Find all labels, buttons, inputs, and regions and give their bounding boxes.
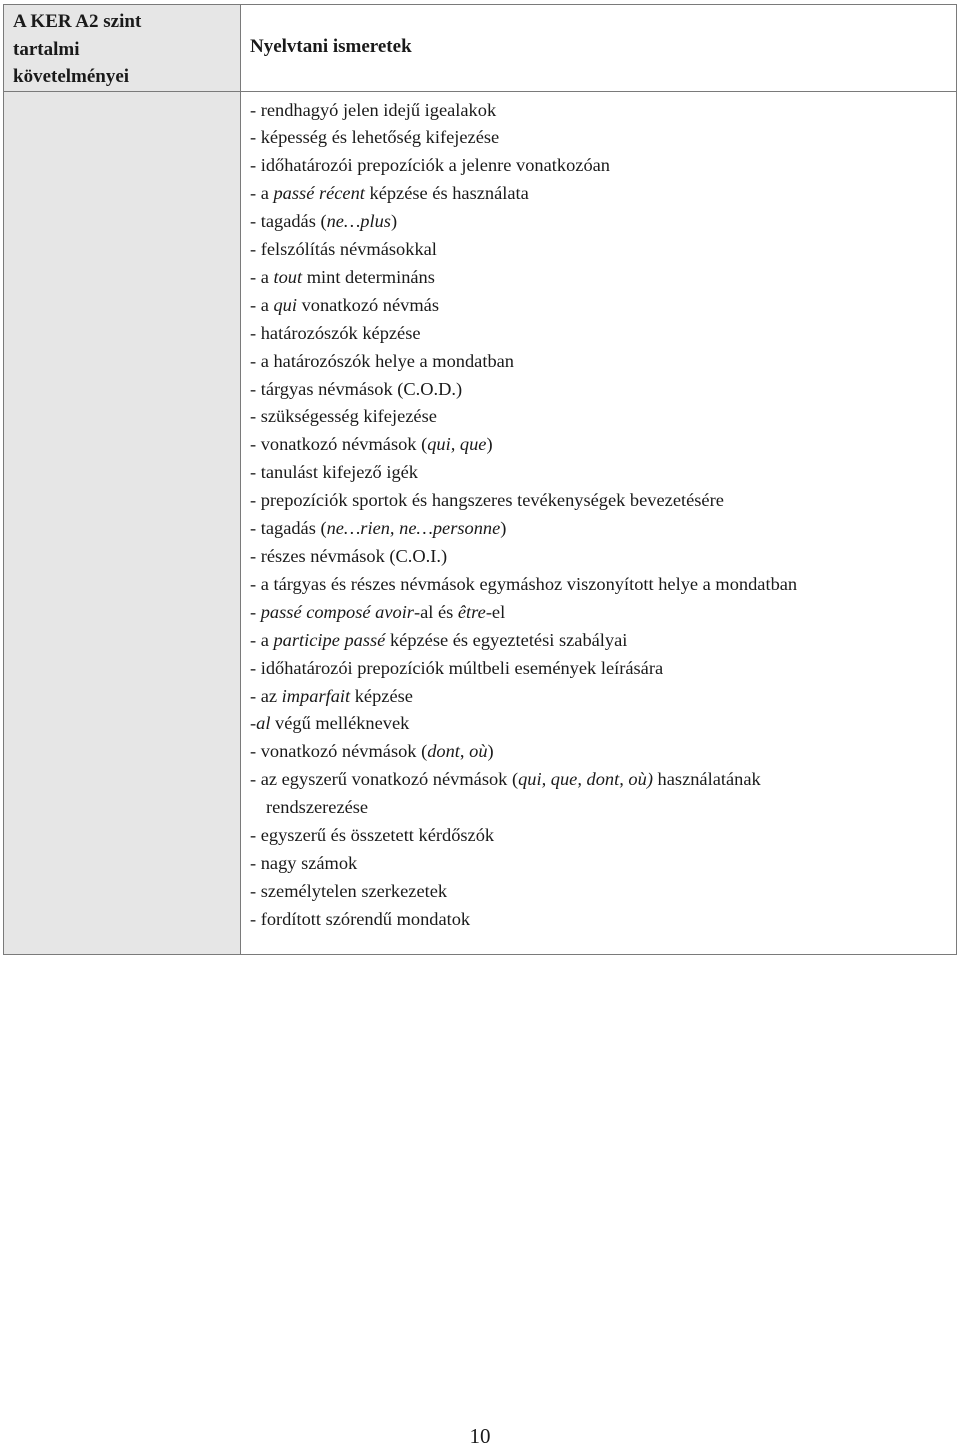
grammar-list-item	[250, 878, 956, 906]
item-text: )	[487, 741, 494, 762]
item-text: - felszólítás névmásokkal	[250, 239, 437, 260]
item-text: - az egyszerű vonatkozó névmások (	[250, 769, 519, 790]
grammar-list-item	[250, 515, 956, 543]
item-text: )	[486, 434, 493, 455]
grammar-list-item	[250, 180, 956, 208]
grammar-list-item	[250, 822, 956, 850]
left-header-cell	[4, 5, 241, 92]
item-text: - időhatározói prepozíciók múltbeli események leírására	[250, 657, 664, 678]
grammar-list-item	[250, 348, 956, 376]
grammar-list-item	[250, 850, 956, 878]
grammar-list-item	[250, 738, 956, 766]
item-text: - a	[250, 629, 274, 650]
right-header-cell	[241, 5, 957, 92]
item-text: - a tárgyas és részes névmások egymáshoz viszonyított helye a mondatban	[250, 573, 798, 594]
item-text: - egyszerű és összetett kérdőszók	[250, 825, 495, 846]
item-text: - határozószók képzése	[250, 322, 421, 343]
italic-term: être	[457, 601, 486, 622]
heading-line: A KER A2 szint	[13, 11, 142, 32]
item-text: - az	[250, 685, 282, 706]
item-text: képzése és egyeztetési szabályai	[385, 629, 628, 650]
item-text: - a	[250, 183, 274, 204]
item-text: - prepozíciók sportok és hangszeres tevékenységek bevezetésére	[250, 490, 724, 511]
grammar-list-item	[250, 766, 956, 794]
item-text: rendszerezése	[266, 797, 369, 818]
item-text: - képesség és lehetőség kifejezése	[250, 127, 500, 148]
italic-term: participe passé	[273, 629, 386, 650]
item-text: - a	[250, 294, 274, 315]
item-text: képzése és használata	[364, 183, 529, 204]
item-text: -	[250, 601, 261, 622]
item-text: )	[390, 211, 398, 232]
item-text: képzése	[350, 685, 413, 706]
item-text: - vonatkozó névmások (	[250, 741, 428, 762]
grammar-list-item	[250, 710, 956, 738]
grammar-list-item	[250, 599, 956, 627]
grammar-list-item	[250, 431, 956, 459]
item-text: - rendhagyó jelen idejű igealakok	[250, 99, 497, 120]
italic-term: qui, que, dont, où)	[518, 769, 653, 790]
item-text: ,	[459, 741, 470, 762]
item-text: - tagadás (	[250, 518, 327, 539]
item-text: -el	[485, 601, 506, 622]
italic-term: imparfait	[281, 685, 351, 706]
grammar-list-item	[250, 292, 956, 320]
page-number: 10	[469, 1424, 491, 1448]
italic-term: qui, que	[427, 434, 487, 455]
requirements-table	[3, 4, 957, 955]
grammar-list-item	[250, 794, 956, 822]
item-text: mint determináns	[302, 266, 435, 287]
item-text: - részes névmások (C.O.I.)	[250, 546, 448, 566]
italic-term: ne…rien, ne…personne	[326, 518, 501, 539]
item-text: vonatkozó névmás	[297, 294, 439, 315]
grammar-list-item	[250, 459, 956, 487]
item-text: - fordított szórendű mondatok	[250, 908, 471, 929]
grammar-list-item	[250, 152, 956, 180]
item-text: végű melléknevek	[270, 713, 410, 734]
item-text: - nagy számok	[250, 852, 358, 873]
grammar-list-item	[250, 124, 956, 152]
italic-term: tout	[273, 266, 303, 287]
grammar-list-item	[250, 543, 956, 571]
grammar-list-item	[250, 236, 956, 264]
italic-term: dont	[427, 741, 460, 762]
item-text: - tárgyas névmások (C.O.D.)	[250, 378, 463, 399]
grammar-list-item	[250, 208, 956, 236]
item-text: - tanulást kifejező igék	[250, 462, 419, 483]
grammar-list-item	[250, 376, 956, 404]
item-text: -al és	[413, 601, 458, 622]
grammar-list-item	[250, 320, 956, 348]
italic-term: passé composé avoir	[260, 601, 414, 622]
grammar-list-item	[250, 571, 956, 599]
italic-term: al	[256, 713, 271, 734]
left-body-cell	[4, 91, 241, 954]
italic-term: où	[469, 741, 488, 762]
item-text: - vonatkozó névmások (	[250, 434, 428, 455]
heading-line: követelményei	[13, 66, 130, 87]
right-body-cell	[241, 91, 957, 954]
item-text: - időhatározói prepozíciók a jelenre vonatkozóan	[250, 155, 610, 176]
grammar-list-item	[250, 655, 956, 683]
grammar-list-item	[250, 627, 956, 655]
italic-term: passé récent	[273, 183, 365, 204]
grammar-list-item	[250, 403, 956, 431]
item-text: )	[500, 518, 507, 539]
grammar-list-item	[250, 97, 956, 125]
grammar-list-item	[250, 906, 956, 934]
grammar-list-item	[250, 264, 956, 292]
grammar-heading: Nyelvtani ismeretek	[250, 36, 412, 57]
grammar-list-item	[250, 683, 956, 711]
level-requirements-heading	[4, 5, 240, 91]
italic-term: qui	[273, 294, 297, 315]
item-text: - a határozószók helye a mondatban	[250, 350, 514, 371]
item-text: - személytelen szerkezetek	[250, 880, 448, 901]
grammar-list	[241, 92, 956, 934]
item-text: -	[250, 713, 257, 734]
grammar-list-item	[250, 487, 956, 515]
italic-term: ne…plus	[326, 211, 391, 232]
item-text: - a	[250, 266, 274, 287]
item-text: - tagadás (	[250, 211, 327, 232]
item-text: használatának	[652, 769, 761, 790]
item-text: - szükségesség kifejezése	[250, 406, 437, 427]
heading-line: tartalmi	[13, 38, 80, 60]
